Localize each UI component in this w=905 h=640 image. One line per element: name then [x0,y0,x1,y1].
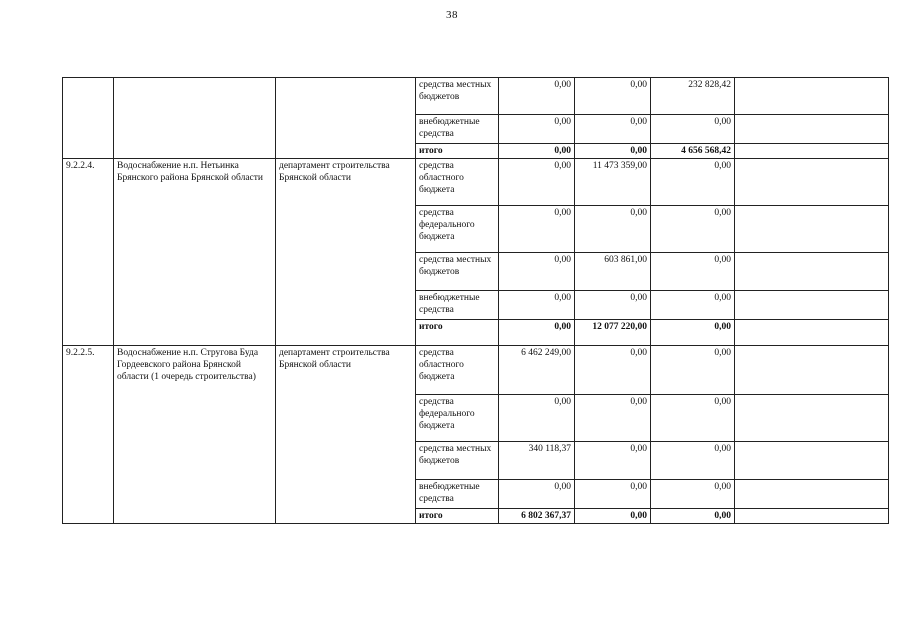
note-cell [735,346,889,395]
funding-source: внебюджетные средства [416,480,499,509]
table-row [63,346,889,395]
total-value: 4 656 568,42 [651,144,735,159]
value-cell: 11 473 359,00 [575,159,651,206]
total-value: 6 802 367,37 [499,509,575,524]
code-cell [63,78,114,159]
value-cell: 0,00 [499,291,575,320]
note-cell [735,509,889,524]
note-cell [735,115,889,144]
funding-source: средства федерального бюджета [416,395,499,442]
object-name-cell [114,78,276,159]
total-label: итого [416,320,499,346]
value-cell: 0,00 [499,159,575,206]
value-cell: 0,00 [499,253,575,291]
note-cell [735,320,889,346]
value-cell: 0,00 [651,115,735,144]
value-cell: 0,00 [499,78,575,115]
value-cell: 0,00 [651,253,735,291]
executor-cell [276,78,416,159]
value-cell: 0,00 [499,115,575,144]
value-cell: 0,00 [651,206,735,253]
total-value: 0,00 [651,320,735,346]
value-cell: 232 828,42 [651,78,735,115]
note-cell [735,206,889,253]
note-cell [735,159,889,206]
total-value: 0,00 [651,509,735,524]
note-cell [735,480,889,509]
value-cell: 340 118,37 [499,442,575,480]
value-cell: 0,00 [575,346,651,395]
value-cell: 0,00 [651,159,735,206]
funding-source: средства местных бюджетов [416,253,499,291]
value-cell: 0,00 [575,78,651,115]
executor-cell: департамент строительства Брянской области [276,159,416,346]
total-value: 0,00 [575,144,651,159]
value-cell: 0,00 [651,442,735,480]
total-value: 12 077 220,00 [575,320,651,346]
note-cell [735,395,889,442]
value-cell: 0,00 [575,442,651,480]
table-row [63,78,889,115]
object-name-cell: Водоснабжение н.п. Нетьинка Брянского района Брянской области [114,159,276,346]
funding-source: средства областного бюджета [416,346,499,395]
table-row [63,159,889,206]
value-cell: 0,00 [575,480,651,509]
funding-source: средства федерального бюджета [416,206,499,253]
note-cell [735,442,889,480]
note-cell [735,78,889,115]
note-cell [735,144,889,159]
funding-source: средства областного бюджета [416,159,499,206]
funding-source: средства местных бюджетов [416,442,499,480]
object-name-cell: Водоснабжение н.п. Стругова Буда Гордеевского района Брянской области (1 очередь строительства) [114,346,276,524]
value-cell: 0,00 [575,115,651,144]
funding-source: средства местных бюджетов [416,78,499,115]
total-value: 0,00 [499,144,575,159]
value-cell: 0,00 [651,291,735,320]
value-cell: 0,00 [575,291,651,320]
value-cell: 0,00 [499,206,575,253]
funding-source: внебюджетные средства [416,115,499,144]
value-cell: 603 861,00 [575,253,651,291]
code-cell: 9.2.2.4. [63,159,114,346]
value-cell: 0,00 [651,395,735,442]
total-label: итого [416,509,499,524]
value-cell: 0,00 [651,346,735,395]
value-cell: 0,00 [651,480,735,509]
total-value: 0,00 [575,509,651,524]
value-cell: 6 462 249,00 [499,346,575,395]
note-cell [735,253,889,291]
total-value: 0,00 [499,320,575,346]
page-number: 38 [446,9,458,21]
funding-source: внебюджетные средства [416,291,499,320]
value-cell: 0,00 [575,206,651,253]
value-cell: 0,00 [575,395,651,442]
funding-table [62,77,889,524]
executor-cell: департамент строительства Брянской области [276,346,416,524]
value-cell: 0,00 [499,395,575,442]
note-cell [735,291,889,320]
total-label: итого [416,144,499,159]
code-cell: 9.2.2.5. [63,346,114,524]
value-cell: 0,00 [499,480,575,509]
